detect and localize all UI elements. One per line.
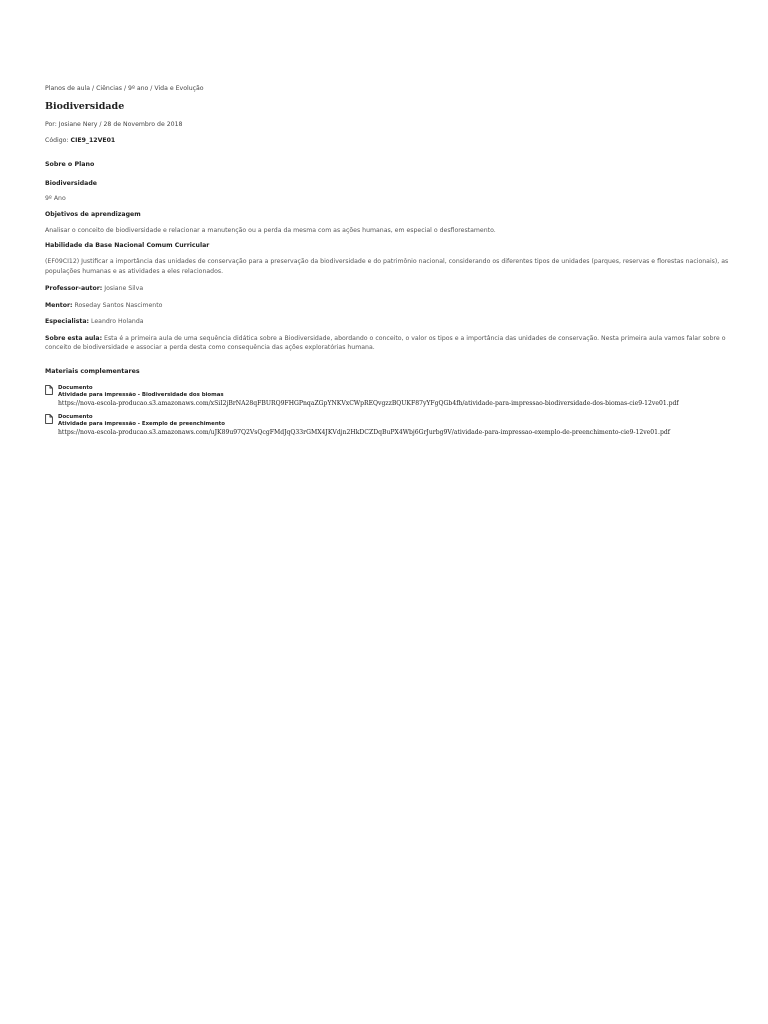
plan-grade: 9º Ano <box>45 195 66 202</box>
sobre-esta-aula-value: Esta é a primeira aula de uma sequência didática sobre a Biodiversidade, abordando o conceito, o valor os tipos e a importância das unidades de conservação. Nesta primeira aula vamos falar sobre o conceito de biodiversidade e associar a perda desta como consequência das ações exploratórias humana. <box>45 334 726 351</box>
material-link[interactable]: https://nova-escola-producao.s3.amazonaws.com/uJK89u97Q2VsQcgFMdJqQ33rGMX4JKVdjn2HkDCZDqBuPX4Wbj6GrJurbg9V/atividade-para-impressao-exemplo-de-preenchimento-cie9-12ve01.pdf <box>58 428 671 436</box>
author-date: Por: Josiane Nery / 28 de Novembro de 2018 <box>45 121 183 128</box>
professor-autor-value: Josiane Silva <box>104 285 144 292</box>
sobre-esta-aula-label: Sobre esta aula: <box>45 334 103 342</box>
material-type: Documento <box>58 384 93 391</box>
especialista-label: Especialista: <box>45 318 90 325</box>
material-name: Atividade para impressão - Biodiversidade dos biomas <box>58 391 224 398</box>
habilidade-text: (EF09CI12) Justificar a importância das unidades de conservação para a preservação da biodiversidade e do patrimônio nacional, considerando os diferentes tipos de unidades (parques, reservas e florestas nacionais), as populações humanas e as atividades a eles relacionados. <box>45 258 729 275</box>
mentor <box>45 301 735 311</box>
plan-topic: Biodiversidade <box>45 180 97 187</box>
sobre-esta-aula <box>45 334 735 353</box>
document-icon <box>45 414 53 424</box>
material-name: Atividade para impressão - Exemplo de preenchimento <box>58 420 225 427</box>
lesson-plan-page <box>45 84 735 437</box>
mentor-value: Roseday Santos Nascimento <box>74 301 163 309</box>
professor-autor <box>45 284 735 294</box>
sobre-plano-heading: Sobre o Plano <box>45 161 95 168</box>
objetivos-text: Analisar o conceito de biodiversidade e relacionar a manutenção ou a perda da mesma com as ações humanas, em especial o desflorestamento. <box>45 226 496 234</box>
material-item <box>45 385 735 408</box>
lesson-code-label: Código: <box>45 137 69 144</box>
materiais-heading: Materiais complementares <box>45 367 140 375</box>
material-type: Documento <box>58 413 93 420</box>
mentor-label: Mentor: <box>45 301 73 309</box>
page-title: Biodiversidade <box>45 101 125 112</box>
lesson-code <box>45 136 735 145</box>
material-link[interactable]: https://nova-escola-producao.s3.amazonaws.com/xSiI2jBrNA28qFBURQ9FHGPnqaZGpYNKVxCWpREQvgzzBQUKF87yYFgQGb4fh/atividade-para-impressao-biodiversidade-dos-biomas-cie9-12ve01.pdf <box>58 399 679 407</box>
professor-autor-label: Professor-autor: <box>45 285 103 292</box>
document-icon <box>45 385 53 395</box>
habilidade-heading: Habilidade da Base Nacional Comum Curricular <box>45 242 210 249</box>
objetivos-heading: Objetivos de aprendizagem <box>45 210 141 218</box>
especialista <box>45 317 735 327</box>
lesson-code-value: CIE9_12VE01 <box>70 137 116 144</box>
especialista-value: Leandro Holanda <box>91 318 144 325</box>
breadcrumb: Planos de aula / Ciências / 9º ano / Vida e Evolução <box>45 85 204 92</box>
material-item <box>45 414 735 437</box>
